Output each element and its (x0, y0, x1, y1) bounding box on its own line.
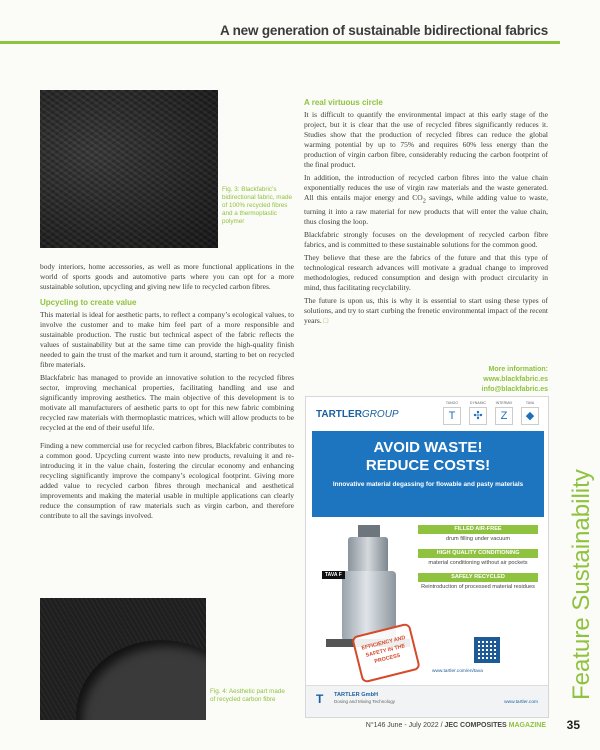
page-header (0, 22, 600, 46)
paragraph: This material is ideal for aesthetic parts, to reflect a company’s ecological values, to involve the customer and to make him feel part of a more responsible and sustainable production. The rustic but technical aspect of the fabric reflects the values of sustainability but at the same time can provide the high-quality finish needed to gain the trust of the market and turn it around, starting to bet on recycled fibre materials. (40, 310, 294, 369)
icon-label: TANGO (445, 401, 459, 405)
fan-icon: ✣ (469, 407, 487, 425)
paragraph: Blackfabric has managed to provide an innovative solution to the recycled fibres sector, improving mechanical properties, facilitating handling and use and significantly improving aesthetics. The main objective of this development is to motivate all manufacturers of aesthetic parts to opt for this new fabric combining recycled raw materials with thermoplastic matrices, which will allow products to be recycled at the end of their useful life. (40, 373, 294, 432)
magazine-name: JEC COMPOSITES (444, 722, 507, 729)
feature-title: FILLED AIR-FREE (418, 525, 538, 534)
left-intro-text: body interiors, home accessories, as well as more functional applications in the world of sports goods and automotive parts where you can opt for a more sustainable solution, upcycling and giving new life to recycled carbon fibres. (40, 262, 294, 291)
tartler-advertisement[interactable] (305, 396, 549, 718)
t-logo-icon: T (443, 407, 461, 425)
fabric-shading (40, 90, 218, 248)
brand-name: TARTLER (316, 409, 362, 420)
product-icon-dynamic (468, 401, 488, 425)
paragraph-part: savings, while adding value to waste, turning it into a raw material for new products that will enter the value chain, thus closing the loop. (304, 193, 548, 226)
icon-label: TAVA (525, 401, 535, 405)
ad-subheadline: Innovative material degassing for flowable and pasty materials (332, 481, 524, 488)
left-column (40, 298, 294, 524)
ad-banner (312, 431, 544, 517)
brand-suffix: GROUP (361, 409, 399, 420)
paragraph: Finding a new commercial use for recycled carbon fibres, Blackfabric contributes to a common good. Upcycling current waste into new products, revaluing it and re-introducing it in the value chain, fostering the circular economy and enhancing recycling significantly improve the company’s ecological footprint. Giving more added value to recycled carbon fibres through mechanical and aesthetical improvements and making the material usable in multiple applications can clearly reduce the consumption of raw materials such as virgin carbon, and therefore contribute to all the savings involved. (40, 441, 294, 520)
end-mark: □ (323, 315, 329, 325)
ad-company-tagline: Dosing and Mixing Technology (334, 699, 395, 704)
product-icon-tava (520, 401, 540, 425)
qr-code-icon[interactable] (474, 637, 500, 663)
ad-product-url[interactable]: www.tartler.com/en/tava (432, 669, 483, 674)
feature-description: material conditioning without air pockets (428, 560, 528, 566)
ad-brand-logo (316, 409, 399, 420)
paragraph: Blackfabric strongly focuses on the development of recycled carbon fibre fabrics, and is committed to these sustainable solutions for the common good. (304, 229, 548, 249)
feature-item (418, 573, 538, 591)
paragraph-part: In addition, the introduction of recycled carbon fibres into the value chain exponentially reduces the use of virgin raw materials and the waste generated. All this entails major energy and CO (304, 173, 548, 202)
ad-company-name: TARTLER GmbH (334, 692, 379, 698)
paragraph: They believe that these are the fabrics of the future and that this type of technological research advances will motivate a gradual change to improved methodologies, reduced consumption and design with product circularity in mind, thus facilitating recyclability. (304, 252, 548, 292)
feature-description: Reintroduction of processed material residues (421, 584, 535, 590)
feature-description: drum filling under vacuum (445, 536, 511, 542)
feature-title: SAFELY RECYCLED (418, 573, 538, 582)
ad-headline-1: AVOID WASTE! (373, 439, 483, 456)
more-info-label: More information: (488, 366, 548, 373)
machine-top-unit (348, 537, 388, 573)
paragraph: It is difficult to quantify the environmental impact at this early stage of the project, but it is clear that the use of recycled fibres significantly reduces it. Studies show that the production of recycled fibres can reduce the global warming potential by up to 75% and requires 60% less energy than the production of virgin carbon fibre, considerably reducing the carbon footprint of the final product. (304, 110, 548, 169)
issue-info: N°146 June - July 2022 / (365, 722, 445, 729)
section-side-title: Feature Sustainability (568, 469, 595, 700)
ad-website-link[interactable]: www.tartler.com (504, 700, 538, 705)
efficiency-stamp: EFFICIENCY AND SAFETY IN THE PROCESS (351, 622, 421, 683)
ad-footer (306, 685, 549, 718)
paragraph-co2 (304, 173, 548, 227)
ad-headline-2: REDUCE COSTS! (365, 457, 491, 474)
co2-subscript: 2 (422, 197, 426, 205)
email-link[interactable]: info@blackfabric.es (481, 386, 548, 393)
feature-item (418, 525, 538, 543)
icon-label: INTERMIX (495, 401, 513, 405)
product-icon-intermix (494, 401, 514, 425)
right-column (304, 98, 548, 329)
fabric-photo (40, 90, 218, 248)
mixer-icon: Z (495, 407, 513, 425)
section-heading-virtuous-circle: A real virtuous circle (304, 98, 383, 107)
header-title: A new generation of sustainable bidirectional fabrics (220, 23, 548, 38)
cube-icon: ◆ (521, 407, 539, 425)
icon-label: DYNAMIC (469, 401, 487, 405)
feature-item (418, 549, 538, 567)
machine-label: TAVA F (322, 571, 345, 579)
product-icons (442, 401, 540, 425)
product-icon-tango (442, 401, 462, 425)
page-footer (366, 722, 546, 729)
website-link[interactable]: www.blackfabric.es (483, 376, 548, 383)
fig3-caption: Fig. 3: Blackfabric’s bidirectional fabric, made of 100% recycled fibres and a thermoplastic polymer (222, 186, 293, 225)
fig4-caption: Fig. 4: Aesthetic part made of recycled carbon fibre (210, 688, 285, 703)
page-number: 35 (566, 718, 580, 732)
feature-title: HIGH QUALITY CONDITIONING (418, 549, 538, 558)
paragraph-part: The future is upon us, this is why it is essential to start using these types of solutions, and try to start curbing the frenetic environmental impact of the recent years. (304, 295, 548, 325)
carbon-part-photo (40, 598, 206, 720)
tartler-logo-icon: T (316, 692, 324, 706)
magazine-suffix: MAGAZINE (506, 722, 546, 729)
more-information (482, 365, 548, 395)
header-rule (0, 41, 560, 44)
section-heading-upcycling: Upcycling to create value (40, 298, 137, 307)
paragraph-final (304, 296, 548, 326)
ad-feature-list (418, 525, 538, 597)
